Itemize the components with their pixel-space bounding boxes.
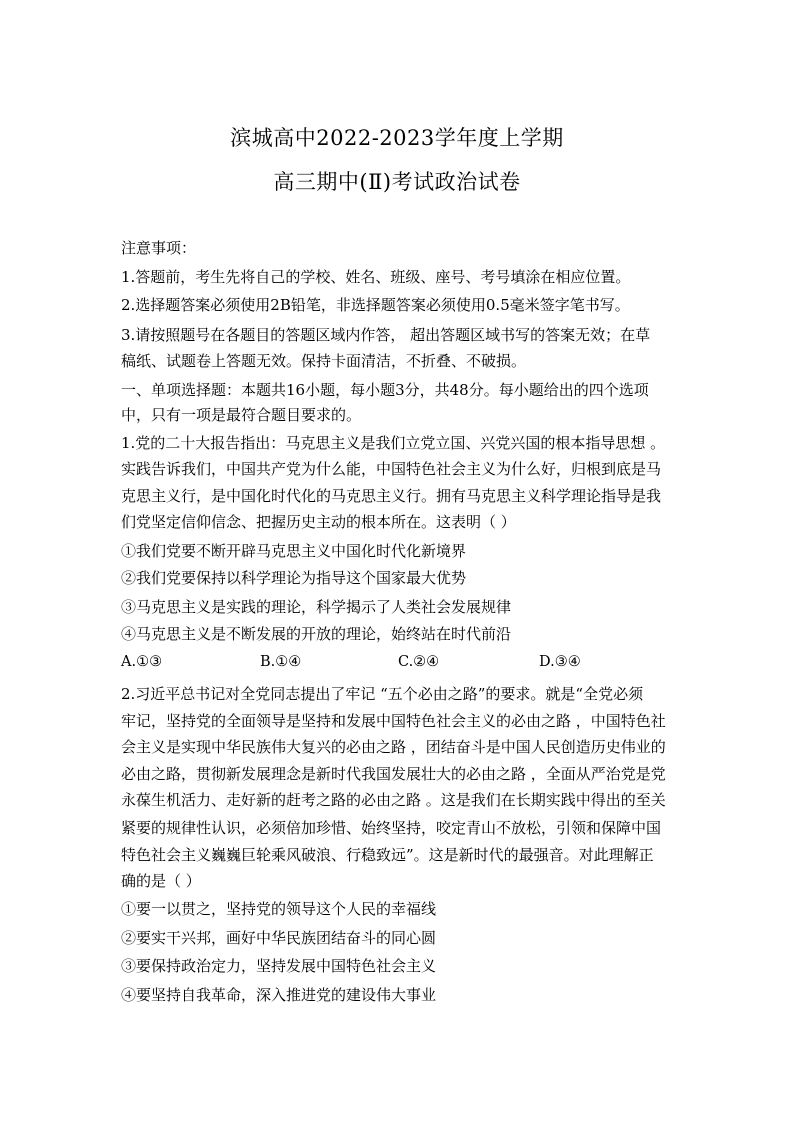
q2-stem-line: 会主义是实现中华民族伟大复兴的必由之路 ，团结奋斗是中国人民创造历史伟业的 <box>121 738 666 756</box>
q2-stem-line: 必由之路，贯彻新发展理念是新时代我国发展壮大的必由之路 ，全面从严治党是党 <box>121 765 666 783</box>
q1-statement-3: ③马克思主义是实践的理论，科学揭示了人类社会发展规律 <box>121 598 512 616</box>
q2-statement-4: ④要坚持自我革命，深入推进党的建设伟大事业 <box>121 986 437 1004</box>
q1-option-b[interactable]: B.①④ <box>260 654 302 670</box>
q2-stem-line: 特色社会主义巍巍巨轮乘风破浪、行稳致远”。这是新时代的最强音。对此理解正 <box>121 846 654 864</box>
q1-stem-line: 实践告诉我们，中国共产党为什么能，中国特色社会主义为什么好，归根到底是马 <box>121 460 662 478</box>
notice-item-3: 3.请按照题号在各题目的答题区域内作答， 超出答题区域书写的答案无效；在草 <box>121 326 651 344</box>
q2-stem-line: 永葆生机活力、走好新的赶考之路的必由之路 。这是我们在长期实践中得出的至关 <box>121 791 666 809</box>
section-intro: 一、单项选择题：本题共16小题，每小题3分，共48分。每小题给出的四个选项 <box>121 381 649 399</box>
q1-options <box>121 654 681 676</box>
q2-statement-3: ③要保持政治定力，坚持发展中国特色社会主义 <box>121 957 437 975</box>
q2-stem-line: 确的是（ ） <box>121 872 201 890</box>
q2-stem-line: 牢记，坚持党的全面领导是坚持和发展中国特色社会主义的必由之路 ，中国特色社 <box>121 712 666 730</box>
exam-subtitle: 高三期中(Ⅱ)考试政治试卷 <box>273 170 521 194</box>
q1-option-c[interactable]: C.②④ <box>398 654 440 670</box>
q1-stem-line: 克思主义行，是中国化时代化的马克思主义行。拥有马克思主义科学理论指导是我 <box>121 487 662 505</box>
q2-stem-line: 2.习近平总书记对全党同志提出了牢记 “五个必由之路”的要求。就是“全党必须 <box>121 685 644 703</box>
q1-stem-line: 们党坚定信仰信念、把握历史主动的根本所在。这表明（ ） <box>121 513 516 531</box>
q1-stem-line: 1.党的二十大报告指出：马克思主义是我们立党立国、兴党兴国的根本指导思想 。 <box>121 434 666 452</box>
q2-statement-2: ②要实干兴邦，画好中华民族团结奋斗的同心圆 <box>121 929 437 947</box>
notice-item-3-cont: 稿纸、试题卷上答题无效。保持卡面清洁，不折叠、不破损。 <box>121 352 527 370</box>
q1-statement-1: ①我们党要不断开辟马克思主义中国化时代化新境界 <box>121 542 467 560</box>
notice-heading: 注意事项： <box>121 239 197 257</box>
notice-item-1: 1.答题前，考生先将自己的学校、姓名、班级、座号、考号填涂在相应位置。 <box>121 268 631 286</box>
q1-option-d[interactable]: D.③④ <box>539 654 581 670</box>
exam-title: 滨城高中2022-2023学年度上学期 <box>230 126 564 150</box>
q1-statement-2: ②我们党要保持以科学理论为指导这个国家最大优势 <box>121 569 467 587</box>
notice-item-2: 2.选择题答案必须使用2B铅笔，非选择题答案必须使用0.5毫米签字笔书写。 <box>121 296 630 314</box>
q1-statement-4: ④马克思主义是不断发展的开放的理论，始终站在时代前沿 <box>121 625 512 643</box>
q2-stem-line: 紧要的规律性认识，必须倍加珍惜、始终坚持，咬定青山不放松，引领和保障中国 <box>121 819 662 837</box>
q2-statement-1: ①要一以贯之，坚持党的领导这个人民的幸福线 <box>121 900 437 918</box>
q1-option-a[interactable]: A.①③ <box>121 654 163 670</box>
section-intro-cont: 中，只有一项是最符合题目要求的。 <box>121 406 362 424</box>
